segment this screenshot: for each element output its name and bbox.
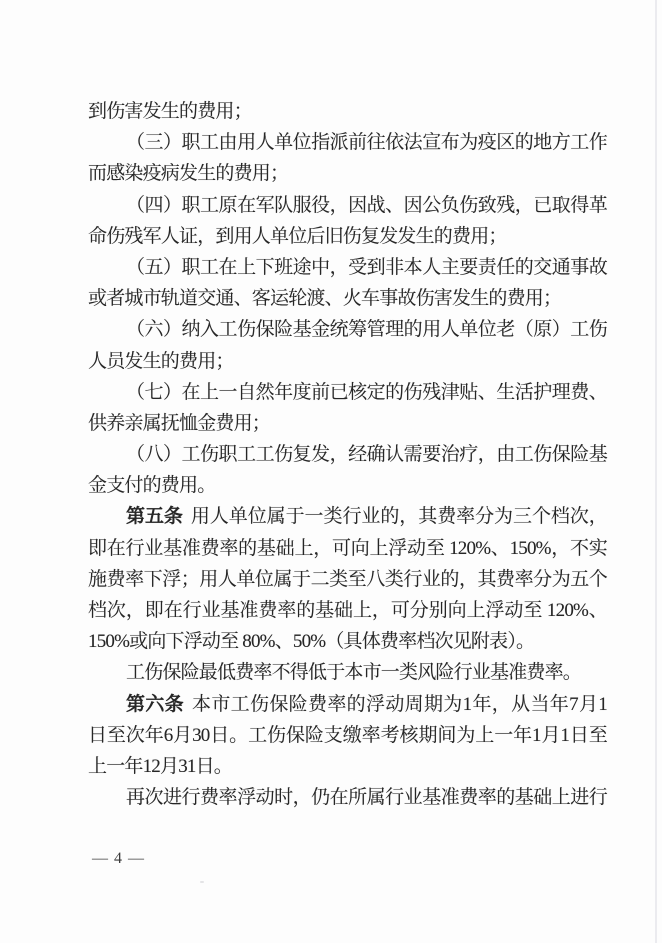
scan-edge-artifact	[655, 0, 657, 943]
text-line: 而感染疫病发生的费用；	[88, 163, 289, 185]
text-line: 到伤害发生的费用；	[88, 101, 252, 122]
article-number-label: 第六条	[126, 693, 184, 715]
text-line: 日至次年6月30日。工伤保险支缴率考核期间为上一年1月1日至	[88, 724, 607, 746]
text-line: 命伤残军人证，到用人单位后旧伤复发发生的费用；	[88, 225, 507, 247]
article-text: 用人单位属于一类行业的，其费率分为三个档次，	[190, 506, 607, 528]
text-line: 或者城市轨道交通、客运轮渡、火车事故伤害发生的费用；	[88, 288, 562, 310]
text-line: 施费率下浮；用人单位属于二类至八类行业的，其费率分为五个	[88, 568, 607, 590]
text-line: （三）职工由用人单位指派前往依法宣布为疫区的地方工作	[126, 132, 607, 154]
text-line: 金支付的费用。	[88, 475, 216, 497]
text-line: 再次进行费率浮动时，仍在所属行业基准费率的基础上进行	[126, 787, 607, 809]
text-line: （七）在上一自然年度前已核定的伤残津贴、生活护理费、	[126, 381, 607, 403]
article-number-label: 第五条	[126, 506, 183, 528]
document-body	[88, 96, 607, 813]
text-line: （六）纳入工伤保险基金统筹管理的用人单位老（原）工伤	[126, 319, 607, 341]
text-line: 即在行业基准费率的基础上，可向上浮动至 120%、150%，不实	[88, 537, 607, 559]
text-line: 150%或向下浮动至 80%、50%（具体费率档次见附表）。	[88, 631, 535, 653]
article-text: 本市工伤保险费率的浮动周期为1年，从当年7月1	[192, 693, 607, 715]
text-line: 工伤保险最低费率不得低于本市一类风险行业基准费率。	[126, 662, 582, 684]
text-line: （五）职工在上下班途中，受到非本人主要责任的交通事故	[126, 256, 607, 278]
page-number: — 4 —	[92, 850, 145, 867]
text-line: （四）职工原在军队服役，因战、因公负伤致残，已取得革	[126, 194, 607, 216]
text-line: 上一年12月31日。	[88, 755, 233, 777]
text-line: （八）工伤职工工伤复发，经确认需要治疗，由工伤保险基	[126, 444, 607, 466]
scan-speck-artifact	[200, 881, 204, 883]
text-line: 档次，即在行业基准费率的基础上，可分别向上浮动至 120%、	[88, 600, 607, 621]
text-line: 供养亲属抚恤金费用；	[88, 412, 271, 434]
text-line	[88, 689, 607, 720]
text-line: 人员发生的费用；	[88, 350, 234, 372]
text-line	[88, 501, 607, 532]
